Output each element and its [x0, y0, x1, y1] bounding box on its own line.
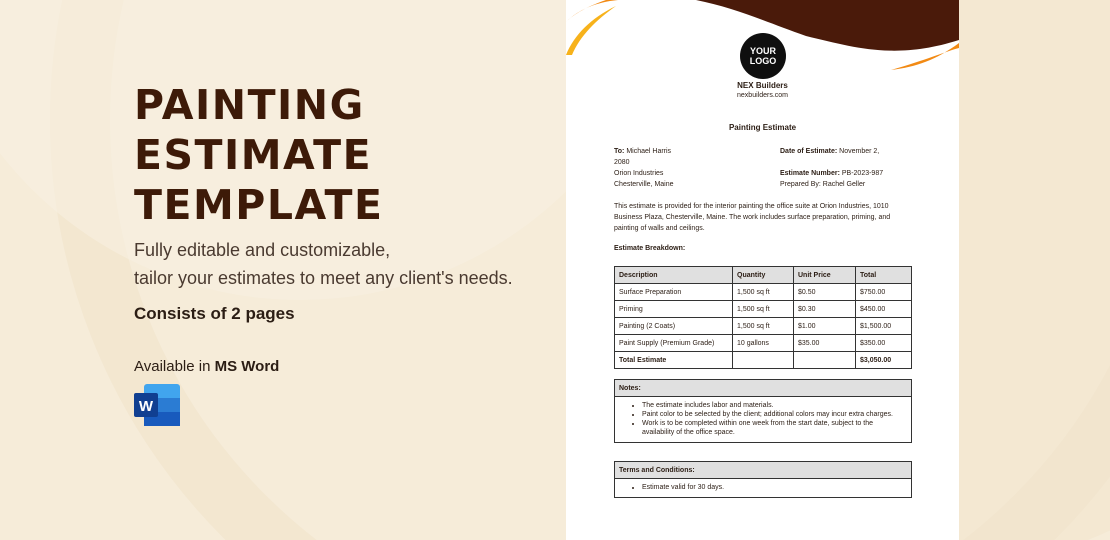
recipient-block: To: Michael Harris 2080 Orion Industries Chesterville, Maine	[614, 148, 674, 188]
table-total-row: Total Estimate $3,050.00	[615, 352, 912, 369]
intro-paragraph: This estimate is provided for the interior painting the office suite at Orion Industries, 1010 Business Plaza, Chesterville, Maine. The work includes surface preparation, priming, and painting of walls and ceilings.	[614, 203, 891, 232]
company-name: NEX Builders	[737, 81, 788, 90]
list-item: • Estimate valid for 30 days.	[642, 483, 905, 492]
company-logo: YOUR LOGO	[740, 33, 786, 79]
estimate-table	[614, 266, 912, 369]
promo-panel	[134, 80, 554, 375]
table-row: Priming 1,500 sq ft $0.30 $450.00	[615, 301, 912, 318]
estimate-meta: Date of Estimate: November 2, Estimate Number: PB-2023-987 Prepared By: Rachel Geller	[780, 148, 884, 188]
terms-heading: Terms and Conditions:	[615, 462, 911, 479]
list-item: • The estimate includes labor and materials.	[642, 401, 905, 410]
word-icon-letter: W	[138, 398, 154, 415]
breakdown-heading: Estimate Breakdown:	[614, 245, 686, 252]
promo-title: PAINTING ESTIMATE TEMPLATE	[134, 81, 384, 229]
table-row: Painting (2 Coats) 1,500 sq ft $1.00 $1,500.00	[615, 318, 912, 335]
table-header-row: Description Quantity Unit Price Total	[615, 267, 912, 284]
ms-word-icon[interactable]	[134, 384, 180, 426]
page-count: Consists of 2 pages	[134, 304, 295, 323]
notes-section	[614, 379, 912, 443]
table-row: Surface Preparation 1,500 sq ft $0.50 $750.00	[615, 284, 912, 301]
terms-section	[614, 461, 912, 498]
document-preview	[566, 0, 959, 540]
table-row: Paint Supply (Premium Grade) 10 gallons $35.00 $350.00	[615, 335, 912, 352]
availability-text: Available in MS Word	[134, 358, 280, 375]
list-item: • Work is to be completed within one week from the start date, subject to the availability of the office space.	[642, 419, 905, 437]
format-name: MS Word	[214, 358, 280, 375]
company-website: nexbuilders.com	[737, 92, 788, 99]
list-item: • Paint color to be selected by the client; additional colors may incur extra charges.	[642, 410, 905, 419]
promo-subtitle: Fully editable and customizable, tailor your estimates to meet any client's needs.	[134, 240, 513, 288]
notes-heading: Notes:	[615, 380, 911, 397]
document-title: Painting Estimate	[728, 123, 797, 132]
